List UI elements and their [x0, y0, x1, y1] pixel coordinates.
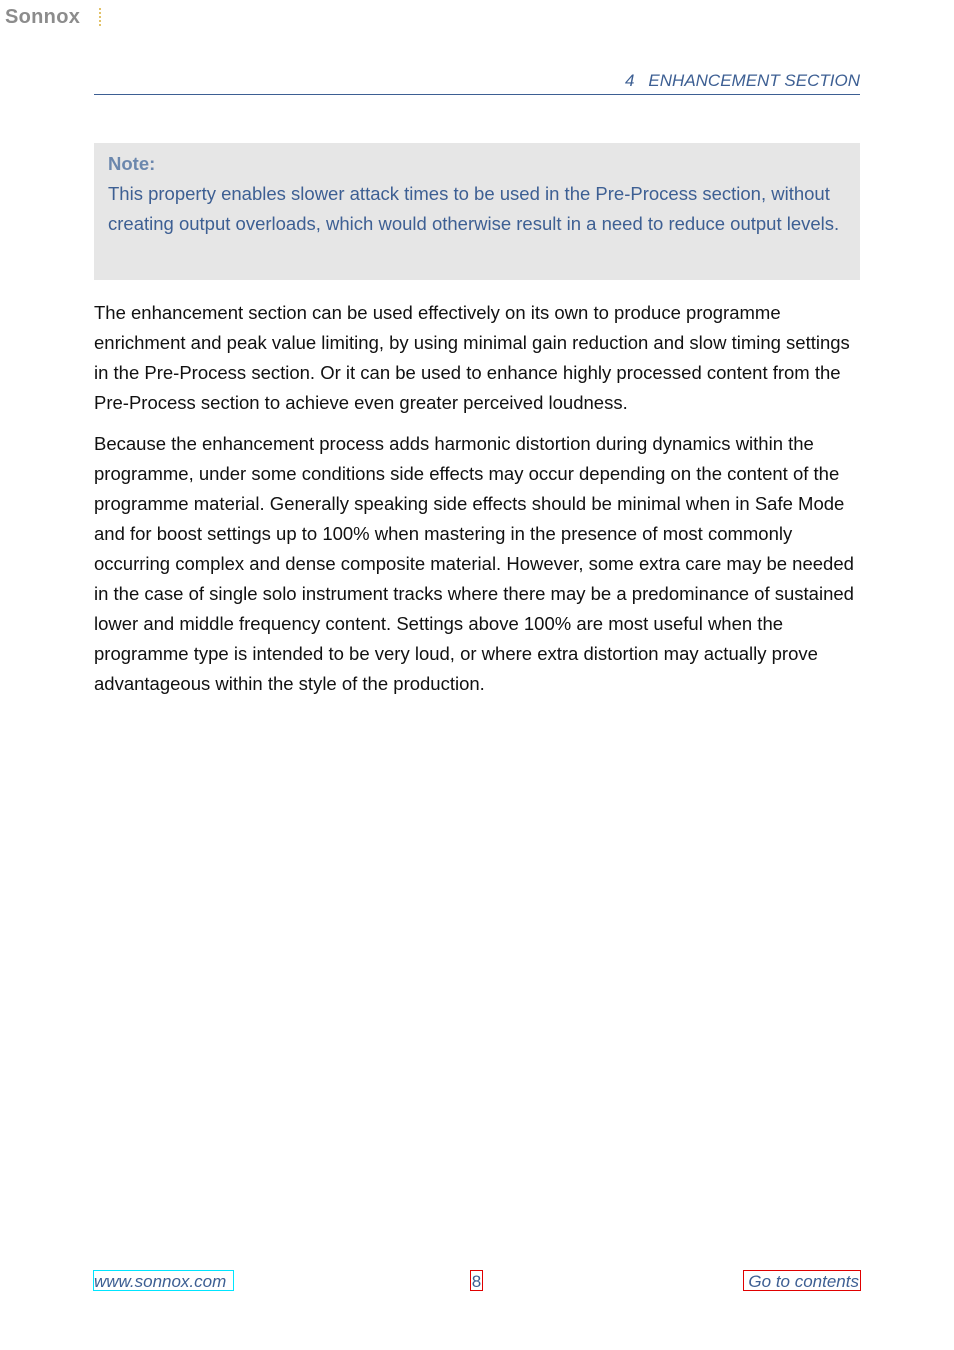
go-to-contents-link[interactable]: Go to contents [743, 1270, 861, 1291]
website-link[interactable]: www.sonnox.com [93, 1270, 234, 1291]
body-paragraph: The enhancement section can be used effectively on its own to produce programme enrichment and peak value limiting, by using minimal gain reduction and slow timing settings in the Pre-Process section. Or it can be used to enhance highly processed content from the Pre-Process section to achieve even greater perceived loudness. [94, 302, 850, 413]
sonnox-logo: Sonnox [5, 6, 81, 28]
note-box [94, 143, 860, 280]
body-text [94, 298, 860, 710]
chapter-title: ENHANCEMENT SECTION [648, 71, 860, 90]
note-title: Note: [108, 153, 156, 174]
chapter-number: 4 [624, 71, 635, 90]
logo-dots-icon [99, 8, 102, 26]
body-paragraph: Because the enhancement process adds harmonic distortion during dynamics within the programme, under some conditions side effects may occur depending on the content of the programme material. Generally speaking side effects should be minimal when in Safe Mode and for boost settings up to 100% when mastering in the presence of most commonly occurring complex and dense composite material. However, some extra care may be needed in the case of single solo instrument tracks where there may be a predominance of sustained lower and middle frequency content. Settings above 100% are most useful when the programme type is intended to be very loud, or where extra distortion may actually prove advantageous within the style of the production. [94, 433, 854, 694]
page-number-link[interactable]: 8 [471, 1272, 482, 1291]
running-header [94, 70, 860, 95]
note-text: This property enables slower attack times to be used in the Pre-Process section, without creating output overloads, which would otherwise result in a need to reduce output levels. [108, 183, 840, 234]
